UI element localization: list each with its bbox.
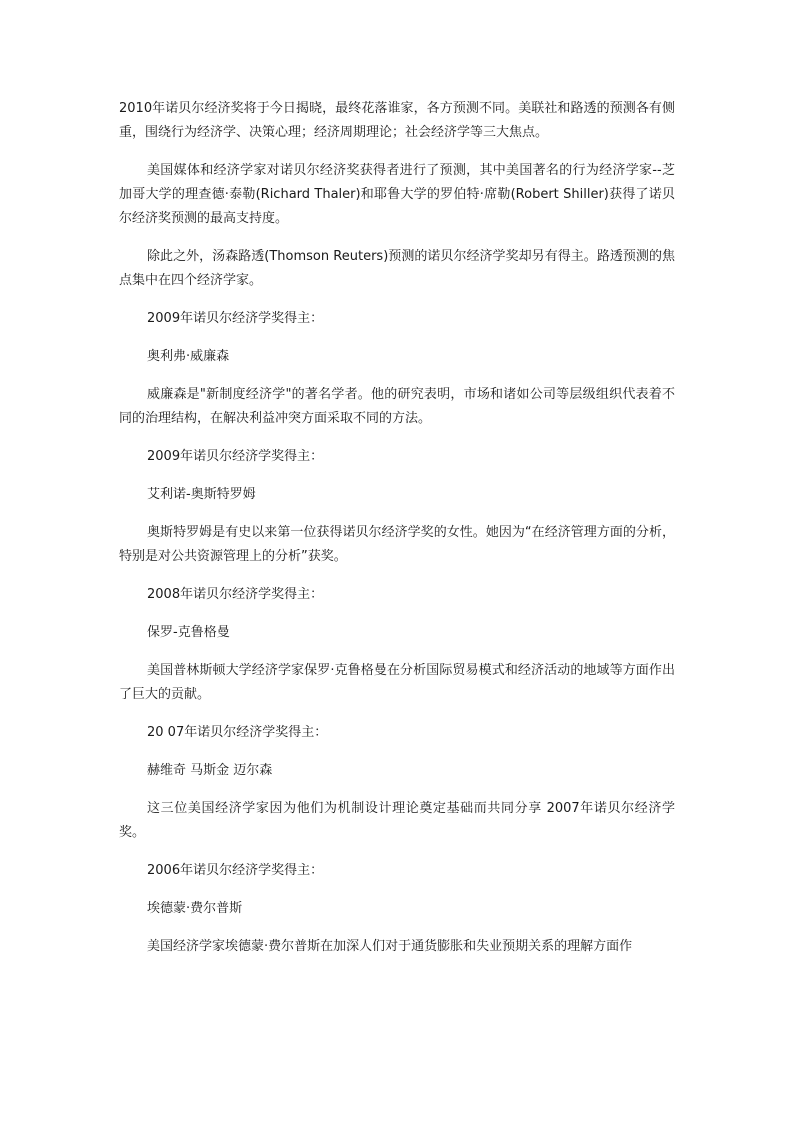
- intro-paragraph: 2010年诺贝尔经济奖将于今日揭晓，最终花落谁家，各方预测不同。美联社和路透的预测各有侧重，围绕行为经济学、决策心理；经济周期理论；社会经济学等三大焦点。: [119, 101, 675, 140]
- laureate-name: 赫维奇 马斯金 迈尔森: [147, 763, 273, 778]
- laureate-year-heading: 2008年诺贝尔经济学奖得主：: [147, 587, 324, 602]
- laureate-year-heading: 2006年诺贝尔经济学奖得主：: [147, 863, 324, 878]
- laureate-year-heading: 2009年诺贝尔经济学奖得主：: [147, 449, 324, 464]
- laureate-year-heading: 20 07年诺贝尔经济学奖得主：: [147, 725, 328, 740]
- article-body: [119, 97, 675, 959]
- laureate-description: 美国经济学家埃德蒙·费尔普斯在加深人们对于通货膨胀和失业预期关系的理解方面作: [147, 939, 633, 954]
- laureate-name: 保罗-克鲁格曼: [147, 625, 230, 640]
- laureate-name: 奥利弗·威廉森: [147, 349, 230, 364]
- laureate-name: 艾利诺-奥斯特罗姆: [147, 487, 256, 502]
- laureate-year-heading: 2009年诺贝尔经济学奖得主：: [147, 311, 324, 326]
- reuters-paragraph: 除此之外，汤森路透(Thomson Reuters)预测的诺贝尔经济学奖却另有得主。路透预测的焦点集中在四个经济学家。: [119, 249, 675, 288]
- laureate-description: 美国普林斯顿大学经济学家保罗·克鲁格曼在分析国际贸易模式和经济活动的地域等方面作出了巨大的贡献。: [119, 663, 675, 702]
- prediction-paragraph: 美国媒体和经济学家对诺贝尔经济奖获得者进行了预测，其中美国著名的行为经济学家--芝加哥大学的理查德·泰勒(Richard Thaler)和耶鲁大学的罗伯特·席勒(Robert Shiller)获得了诺贝尔经济奖预测的最高支持度。: [119, 163, 675, 226]
- laureate-description: 这三位美国经济学家因为他们为机制设计理论奠定基础而共同分享 2007年诺贝尔经济学奖。: [119, 801, 675, 840]
- laureate-description: 奥斯特罗姆是有史以来第一位获得诺贝尔经济学奖的女性。她因为“在经济管理方面的分析，特别是对公共资源管理上的分析”获奖。: [119, 525, 675, 564]
- laureate-description: 威廉森是"新制度经济学"的著名学者。他的研究表明，市场和诸如公司等层级组织代表着不同的治理结构，在解决利益冲突方面采取不同的方法。: [119, 387, 675, 426]
- laureate-name: 埃德蒙·费尔普斯: [147, 901, 243, 916]
